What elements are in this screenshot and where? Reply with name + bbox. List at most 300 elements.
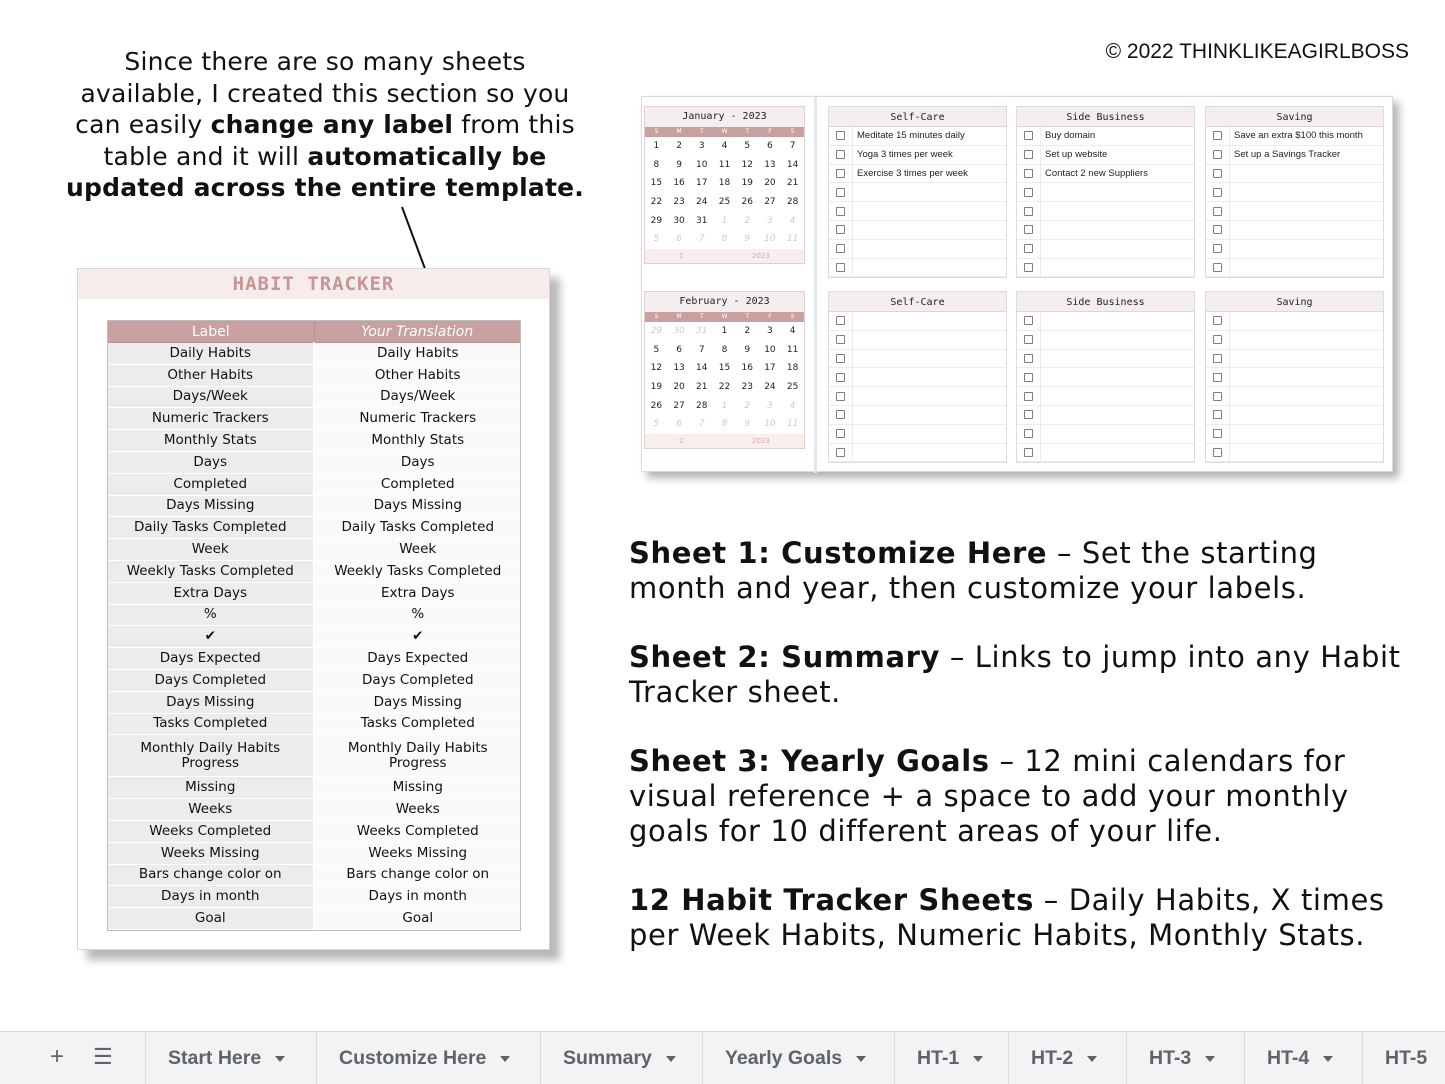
table-row xyxy=(108,560,521,582)
goal-item xyxy=(829,240,1006,259)
calendar-day: 29 xyxy=(650,326,663,336)
weekday-label: F xyxy=(768,313,772,320)
sheet-description-title: Sheet 1: Customize Here xyxy=(629,536,1048,570)
calendar-day: 15 xyxy=(718,363,731,374)
checkbox[interactable] xyxy=(1017,258,1041,276)
goal-item xyxy=(1206,444,1383,463)
goal-text[interactable]: Buy domain xyxy=(1045,130,1096,142)
checkbox[interactable] xyxy=(829,387,853,405)
table-row xyxy=(108,626,521,648)
calendar-day: 7 xyxy=(698,344,705,355)
goal-item xyxy=(1206,406,1383,425)
table-row xyxy=(108,799,521,821)
sheet-tab-ht-5[interactable] xyxy=(1362,1032,1427,1084)
goal-item xyxy=(829,331,1006,350)
calendar-day: 29 xyxy=(650,215,663,226)
table-row xyxy=(108,473,521,495)
sheet-tab-label: HT-4 xyxy=(1267,1047,1310,1069)
label-cell[interactable]: Bars change color on xyxy=(108,864,315,886)
chevron-down-icon[interactable] xyxy=(1205,1056,1215,1062)
translation-cell[interactable]: Daily Habits xyxy=(314,343,521,365)
label-cell[interactable]: Week xyxy=(108,539,315,561)
table-row xyxy=(108,408,521,430)
calendar-day: 5 xyxy=(744,141,751,151)
label-cell[interactable]: Other Habits xyxy=(108,364,315,386)
translation-cell[interactable]: Days Missing xyxy=(314,495,521,517)
checkbox[interactable] xyxy=(829,258,853,276)
table-row xyxy=(108,582,521,604)
translation-cell[interactable]: Other Habits xyxy=(314,364,521,386)
calendar-footer xyxy=(645,249,804,263)
goal-text[interactable]: Exercise 3 times per week xyxy=(857,167,968,179)
sheet-tab-label: Summary xyxy=(563,1047,652,1069)
label-cell[interactable]: Daily Tasks Completed xyxy=(108,517,315,539)
label-cell[interactable]: ✔ xyxy=(108,626,315,648)
goal-category-title: Side Business xyxy=(1017,292,1194,312)
table-row xyxy=(108,820,521,842)
goal-item xyxy=(1206,202,1383,221)
goal-item xyxy=(829,221,1006,240)
checkbox[interactable] xyxy=(829,350,853,368)
goal-item xyxy=(1017,387,1194,406)
label-cell[interactable]: Goal xyxy=(108,908,315,930)
checkbox[interactable] xyxy=(1206,331,1230,349)
checkbox[interactable] xyxy=(1017,387,1041,405)
label-cell[interactable]: Numeric Trackers xyxy=(108,408,315,430)
sheet-description xyxy=(629,640,1409,710)
goal-item xyxy=(1017,146,1194,165)
calendar-day: 3 xyxy=(767,400,773,411)
calendar-day: 13 xyxy=(764,159,776,170)
calendar-day: 5 xyxy=(653,419,660,430)
calendar-day: 10 xyxy=(696,159,708,170)
intro-text xyxy=(66,46,584,204)
label-cell[interactable]: Monthly Daily Habits Progress xyxy=(108,735,315,777)
calendar-day: 12 xyxy=(650,363,663,374)
checkbox[interactable] xyxy=(829,202,853,220)
calendar-title: January - 2023 xyxy=(645,107,804,127)
goal-item xyxy=(1017,406,1194,425)
goal-item xyxy=(1206,183,1383,202)
translation-cell[interactable]: Weekly Tasks Completed xyxy=(314,560,521,582)
checkbox[interactable] xyxy=(1017,425,1041,443)
calendar-day: 9 xyxy=(676,159,682,170)
table-row xyxy=(108,517,521,539)
sheet-tab-label: HT-2 xyxy=(1031,1047,1074,1069)
calendar-day: 24 xyxy=(764,382,776,393)
calendar-day: 27 xyxy=(764,197,776,208)
intro-part-2: from this table and it will xyxy=(103,110,575,171)
checkbox[interactable] xyxy=(1206,165,1230,183)
intro-part-1: Since there are so many sheets available, I created this section so you can easily xyxy=(75,47,570,139)
table-row xyxy=(108,430,521,452)
calendar-day: 1 xyxy=(721,326,728,336)
intro-bold-2: automatically be updated across the entire template. xyxy=(66,141,584,202)
calendar-day: 21 xyxy=(786,178,799,189)
checkbox[interactable] xyxy=(1017,202,1041,220)
chevron-down-icon[interactable] xyxy=(1323,1056,1333,1062)
translation-cell[interactable]: Daily Tasks Completed xyxy=(314,517,521,539)
checkbox[interactable] xyxy=(1206,221,1230,239)
calendar-day: 19 xyxy=(741,178,753,189)
sheet-description-text: – 12 mini calendars for visual reference + a space to add your monthly goals for 10 different areas of your life. xyxy=(629,744,1349,848)
calendar-day-grid xyxy=(645,137,804,249)
label-cell[interactable]: Days in month xyxy=(108,886,315,908)
goal-category-saving xyxy=(1205,291,1384,463)
sheet-description-text: – Links to jump into any Habit Tracker sheet. xyxy=(629,640,1401,709)
sheet-description xyxy=(629,744,1409,849)
weekday-label: S xyxy=(654,313,659,320)
goal-item xyxy=(1017,312,1194,331)
weekday-label: M xyxy=(676,313,682,320)
sheet-tab-label: HT-5 xyxy=(1385,1047,1428,1069)
calendar-day: 15 xyxy=(650,178,663,189)
sheet-description xyxy=(629,883,1409,953)
checkbox[interactable] xyxy=(1017,221,1041,239)
checkbox[interactable] xyxy=(1206,202,1230,220)
checkbox[interactable] xyxy=(1017,368,1041,386)
checkbox[interactable] xyxy=(829,312,853,330)
calendar-year: 2023 xyxy=(751,437,770,446)
goal-text[interactable]: Meditate 15 minutes daily xyxy=(857,130,965,142)
checkbox[interactable] xyxy=(829,221,853,239)
weekday-label: W xyxy=(721,128,728,135)
checkbox[interactable] xyxy=(1206,425,1230,443)
checkbox[interactable] xyxy=(1017,331,1041,349)
all-sheets-menu-icon[interactable]: ☰ xyxy=(93,1044,113,1069)
goal-category-self-care xyxy=(828,106,1007,278)
translation-cell[interactable]: Weeks xyxy=(314,799,521,821)
sheet-description-title: Sheet 2: Summary xyxy=(629,640,941,674)
label-cell[interactable]: Days/Week xyxy=(108,386,315,408)
goal-category-self-care xyxy=(828,291,1007,463)
translation-cell[interactable]: Days Missing xyxy=(314,691,521,713)
calendar-day: 31 xyxy=(696,326,708,336)
translation-cell[interactable]: Goal xyxy=(314,908,521,930)
calendar-day: 8 xyxy=(721,344,728,355)
sheet-tab-label: Yearly Goals xyxy=(725,1047,843,1069)
calendar-day: 1 xyxy=(721,400,728,411)
calendar-day: 25 xyxy=(786,382,799,393)
checkbox[interactable] xyxy=(1206,312,1230,330)
calendar-day: 10 xyxy=(764,344,776,355)
sheet-tab-label: HT-3 xyxy=(1149,1047,1192,1069)
sheet-tab-summary[interactable] xyxy=(540,1032,676,1084)
calendar-day: 10 xyxy=(764,419,776,430)
sheet-tab-customize-here[interactable] xyxy=(316,1032,510,1084)
checkbox[interactable] xyxy=(1206,387,1230,405)
chevron-down-icon[interactable] xyxy=(666,1056,676,1062)
checkbox[interactable] xyxy=(829,443,853,461)
checkbox[interactable] xyxy=(1017,146,1041,164)
calendar-month-number: 2 xyxy=(679,437,684,446)
chevron-down-icon[interactable] xyxy=(856,1056,866,1062)
label-cell[interactable]: % xyxy=(108,604,315,626)
goal-item xyxy=(829,350,1006,369)
checkbox[interactable] xyxy=(829,406,853,424)
calendar-day: 17 xyxy=(696,178,708,189)
checkbox[interactable] xyxy=(1017,406,1041,424)
sheet-description-title: Sheet 3: Yearly Goals xyxy=(629,744,990,778)
table-row xyxy=(108,539,521,561)
calendar-day: 6 xyxy=(676,419,682,430)
translation-cell[interactable]: Days/Week xyxy=(314,386,521,408)
habit-tracker-labels-sheet xyxy=(77,268,550,950)
label-cell[interactable]: Missing xyxy=(108,777,315,799)
calendar-day: 4 xyxy=(789,400,796,411)
sheet-descriptions xyxy=(629,536,1409,987)
label-cell[interactable]: Weeks Completed xyxy=(108,820,315,842)
sheet-tab-start-here[interactable] xyxy=(145,1032,285,1084)
sheet-tab-label: HT-1 xyxy=(917,1047,960,1069)
calendar-day: 6 xyxy=(767,141,773,151)
translation-cell[interactable]: Tasks Completed xyxy=(314,713,521,735)
label-cell[interactable]: Weekly Tasks Completed xyxy=(108,560,315,582)
calendar-day: 2 xyxy=(744,215,751,226)
translation-cell[interactable]: Numeric Trackers xyxy=(314,408,521,430)
chevron-down-icon[interactable] xyxy=(973,1056,983,1062)
calendar-day: 2 xyxy=(744,326,751,336)
sheet-tab-ht-4[interactable] xyxy=(1244,1032,1333,1084)
calendar-weekday-header xyxy=(645,127,804,137)
goal-item xyxy=(829,444,1006,463)
label-cell[interactable]: Days Missing xyxy=(108,691,315,713)
checkbox[interactable] xyxy=(1206,258,1230,276)
sheet-tab-ht-3[interactable] xyxy=(1126,1032,1215,1084)
calendar-day: 27 xyxy=(673,400,685,411)
chevron-down-icon[interactable] xyxy=(275,1056,285,1062)
calendar-day: 26 xyxy=(650,400,663,411)
calendar-day: 9 xyxy=(744,344,751,355)
table-row xyxy=(108,842,521,864)
label-cell[interactable]: Monthly Stats xyxy=(108,430,315,452)
checkbox[interactable] xyxy=(1206,443,1230,461)
goal-item xyxy=(1206,240,1383,259)
table-row xyxy=(108,343,521,365)
sheet-description-text: – Set the starting month and year, then customize your labels. xyxy=(629,536,1318,605)
label-cell[interactable]: Days Missing xyxy=(108,495,315,517)
table-row xyxy=(108,735,521,777)
checkbox[interactable] xyxy=(829,127,853,145)
sheet-tab-yearly-goals[interactable] xyxy=(702,1032,866,1084)
translation-cell[interactable]: Missing xyxy=(314,777,521,799)
goal-text[interactable]: Yoga 3 times per week xyxy=(857,149,953,161)
table-row xyxy=(108,777,521,799)
translation-cell[interactable]: Extra Days xyxy=(314,582,521,604)
checkbox[interactable] xyxy=(1206,368,1230,386)
calendar-footer xyxy=(645,434,804,448)
calendar-day: 14 xyxy=(786,159,799,170)
calendar-day: 2 xyxy=(744,400,751,411)
goal-item xyxy=(829,202,1006,221)
calendar-day: 11 xyxy=(786,234,799,245)
goal-item xyxy=(1206,387,1383,406)
goal-item xyxy=(1017,425,1194,444)
sheet-tab-ht-2[interactable] xyxy=(1008,1032,1097,1084)
add-sheet-icon[interactable]: + xyxy=(50,1043,65,1070)
checkbox[interactable] xyxy=(1206,146,1230,164)
goal-text[interactable]: Set up website xyxy=(1045,149,1108,161)
goal-text[interactable]: Save an extra $100 this month xyxy=(1234,130,1363,142)
calendar-day: 9 xyxy=(744,234,751,245)
checkbox[interactable] xyxy=(829,183,853,201)
calendar-day: 26 xyxy=(741,197,753,208)
weekday-label: T xyxy=(699,128,704,135)
goal-item xyxy=(1206,165,1383,184)
translation-cell[interactable]: Monthly Stats xyxy=(314,430,521,452)
goal-text[interactable]: Contact 2 new Suppliers xyxy=(1045,167,1148,179)
table-row xyxy=(108,864,521,886)
checkbox[interactable] xyxy=(1206,127,1230,145)
sheet-description-title: 12 Habit Tracker Sheets xyxy=(629,883,1034,917)
calendar-day: 24 xyxy=(696,197,708,208)
goal-item xyxy=(1017,444,1194,463)
goal-category-title: Saving xyxy=(1206,292,1383,312)
checkbox[interactable] xyxy=(1017,183,1041,201)
checkbox[interactable] xyxy=(829,331,853,349)
translation-cell[interactable]: Monthly Daily Habits Progress xyxy=(314,735,521,777)
calendar-day: 2 xyxy=(676,141,682,151)
calendar-day: 30 xyxy=(673,326,685,336)
translation-cell[interactable]: Completed xyxy=(314,473,521,495)
calendar-day: 30 xyxy=(673,215,685,226)
label-cell[interactable]: Days Completed xyxy=(108,669,315,691)
calendar-day: 7 xyxy=(789,141,796,151)
calendar-day: 23 xyxy=(673,197,685,208)
goal-item xyxy=(1017,368,1194,387)
calendar-day: 18 xyxy=(718,178,731,189)
calendar-day: 20 xyxy=(673,382,685,393)
goal-item xyxy=(829,425,1006,444)
chevron-down-icon[interactable] xyxy=(1087,1056,1097,1062)
label-cell[interactable]: Days Expected xyxy=(108,648,315,670)
checkbox[interactable] xyxy=(829,425,853,443)
translation-cell[interactable]: Week xyxy=(314,539,521,561)
checkbox[interactable] xyxy=(829,146,853,164)
translation-cell[interactable]: Weeks Missing xyxy=(314,842,521,864)
checkbox[interactable] xyxy=(1206,350,1230,368)
translation-cell[interactable]: Weeks Completed xyxy=(314,820,521,842)
calendar-day: 8 xyxy=(653,159,660,170)
goal-item xyxy=(1206,259,1383,278)
goal-item xyxy=(829,312,1006,331)
label-cell[interactable]: Tasks Completed xyxy=(108,713,315,735)
goal-item xyxy=(829,127,1006,146)
checkbox[interactable] xyxy=(829,240,853,258)
translation-cell[interactable]: Days Expected xyxy=(314,648,521,670)
weekday-label: T xyxy=(745,313,750,320)
translation-cell[interactable]: Days Completed xyxy=(314,669,521,691)
table-row xyxy=(108,386,521,408)
checkbox[interactable] xyxy=(1017,240,1041,258)
sheet-tab-label: Start Here xyxy=(168,1047,262,1069)
calendar-day: 19 xyxy=(650,382,663,393)
goal-category-title: Side Business xyxy=(1017,107,1194,127)
calendar-day: 21 xyxy=(696,382,708,393)
calendar-day: 1 xyxy=(721,215,728,226)
calendar-day: 10 xyxy=(764,234,776,245)
goal-category-side-business xyxy=(1016,106,1195,278)
checkbox[interactable] xyxy=(1206,183,1230,201)
weekday-label: S xyxy=(654,128,659,135)
checkbox[interactable] xyxy=(829,368,853,386)
weekday-label: T xyxy=(699,313,704,320)
weekday-label: S xyxy=(790,313,795,320)
label-cell[interactable]: Days xyxy=(108,451,315,473)
weekday-label: M xyxy=(676,128,682,135)
calendar-day: 22 xyxy=(718,382,731,393)
calendar-day: 13 xyxy=(673,363,685,374)
goal-category-title: Saving xyxy=(1206,107,1383,127)
goal-category-saving xyxy=(1205,106,1384,278)
calendar-day: 4 xyxy=(789,326,796,336)
checkbox[interactable] xyxy=(1017,443,1041,461)
translation-cell[interactable]: % xyxy=(314,604,521,626)
calendar-day-grid xyxy=(645,322,804,434)
label-cell[interactable]: Daily Habits xyxy=(108,343,315,365)
copyright-notice: © 2022 THINKLIKEAGIRLBOSS xyxy=(1105,40,1409,63)
calendar-day: 4 xyxy=(789,215,796,226)
goal-item xyxy=(829,387,1006,406)
table-row xyxy=(108,364,521,386)
label-cell[interactable]: Weeks xyxy=(108,799,315,821)
table-row xyxy=(108,604,521,626)
table-row xyxy=(108,691,521,713)
label-cell[interactable]: Weeks Missing xyxy=(108,842,315,864)
calendar-day: 20 xyxy=(764,178,776,189)
goal-item xyxy=(1017,331,1194,350)
table-row xyxy=(108,495,521,517)
label-cell[interactable]: Extra Days xyxy=(108,582,315,604)
calendar-title: February - 2023 xyxy=(645,292,804,312)
calendar-day: 3 xyxy=(698,141,705,151)
checkbox[interactable] xyxy=(1017,165,1041,183)
chevron-down-icon[interactable] xyxy=(500,1056,510,1062)
goal-text[interactable]: Set up a Savings Tracker xyxy=(1234,149,1341,161)
sheet-description-text: – Daily Habits, X times per Week Habits, Numeric Habits, Monthly Stats. xyxy=(629,883,1385,952)
goal-item xyxy=(1017,221,1194,240)
checkbox[interactable] xyxy=(1017,127,1041,145)
goal-item xyxy=(1206,350,1383,369)
table-row xyxy=(108,886,521,908)
checkbox[interactable] xyxy=(1017,350,1041,368)
checkbox[interactable] xyxy=(1206,240,1230,258)
label-cell[interactable]: Completed xyxy=(108,473,315,495)
label-column-header: Label xyxy=(108,321,315,343)
calendar-day: 4 xyxy=(721,141,728,151)
calendar-weekday-header xyxy=(645,312,804,322)
goal-item xyxy=(829,406,1006,425)
translation-cell[interactable]: Days xyxy=(314,451,521,473)
table-row xyxy=(108,648,521,670)
sheet-tab-label: Customize Here xyxy=(339,1047,487,1069)
goal-item xyxy=(1206,312,1383,331)
checkbox[interactable] xyxy=(829,165,853,183)
checkbox[interactable] xyxy=(1206,406,1230,424)
calendar-day: 22 xyxy=(650,197,663,208)
weekday-label: W xyxy=(721,313,728,320)
checkbox[interactable] xyxy=(1017,312,1041,330)
translation-cell[interactable]: Days in month xyxy=(314,886,521,908)
goal-item xyxy=(1017,259,1194,278)
weekday-label: F xyxy=(768,128,772,135)
goal-category-side-business xyxy=(1016,291,1195,463)
calendar-day: 6 xyxy=(676,344,682,355)
calendar-day: 11 xyxy=(718,159,731,170)
translation-cell[interactable]: ✔ xyxy=(314,626,521,648)
translation-cell[interactable]: Bars change color on xyxy=(314,864,521,886)
sheet-tab-ht-1[interactable] xyxy=(894,1032,983,1084)
